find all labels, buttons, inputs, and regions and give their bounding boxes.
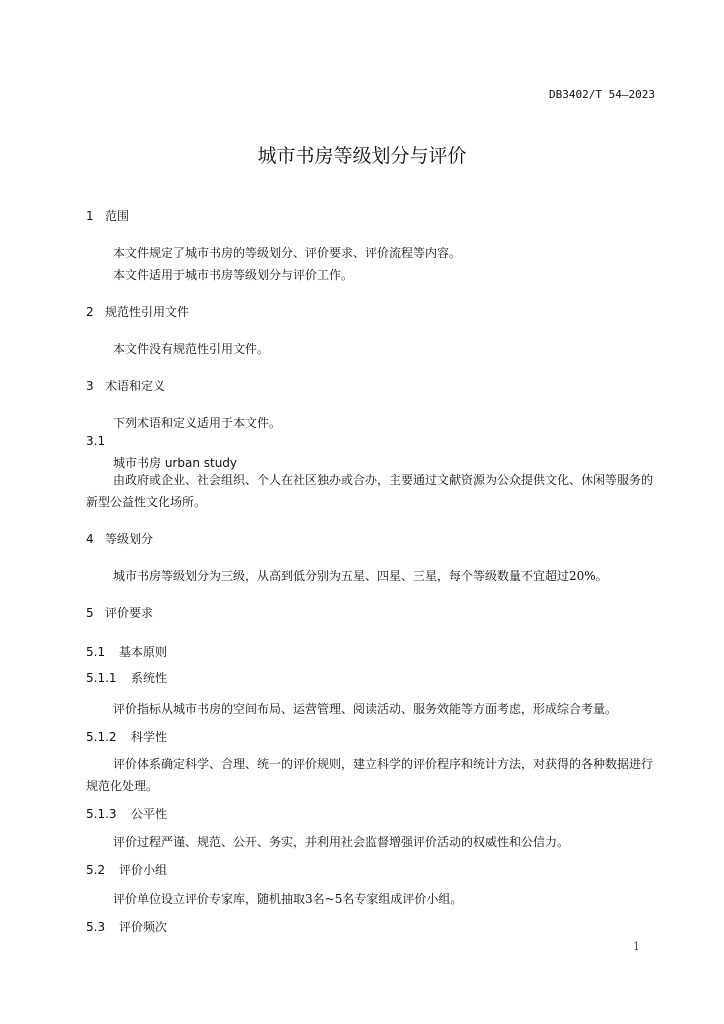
section-title: 系统性 [131, 671, 168, 685]
page-number: 1 [633, 940, 640, 953]
section-title: 评价小组 [119, 863, 168, 877]
section-1-heading [86, 207, 129, 224]
section-number: 1 [86, 209, 94, 223]
section-title: 等级划分 [105, 532, 154, 546]
subsection-5-1-heading [86, 643, 167, 660]
paragraph: 下列术语和定义适用于本文件。 [113, 416, 282, 430]
term-definition: 由政府或企业、社会组织、个人在社区独办或合办，主要通过文献资源为公众提供文化、休闲等服务的新型公益性文化场所。 [86, 473, 654, 509]
section-number: 5.1.2 [86, 730, 117, 744]
paragraph: 本文件没有规范性引用文件。 [113, 342, 270, 356]
paragraph: 本文件规定了城市书房的等级划分、评价要求、评价流程等内容。 [113, 246, 462, 260]
term-entry: 城市书房 urban study [113, 456, 238, 470]
section-number: 3 [86, 379, 94, 393]
section-title: 基本原则 [119, 645, 168, 659]
section-number: 4 [86, 532, 94, 546]
section-title: 术语和定义 [105, 379, 166, 393]
subsection-5-1-2-heading [86, 728, 167, 745]
section-title: 评价频次 [119, 920, 168, 934]
standard-number: DB3402/T 54—2023 [549, 88, 655, 101]
paragraph: 评价过程严谨、规范、公开、务实，并利用社会监督增强评价活动的权威性和公信力。 [113, 835, 570, 849]
document-title: 城市书房等级划分与评价 [257, 145, 467, 167]
section-number: 5 [86, 606, 94, 620]
subsection-5-3-heading [86, 918, 167, 935]
section-number: 5.1.3 [86, 807, 117, 821]
section-number: 2 [86, 305, 94, 319]
subsection-5-2-heading [86, 861, 167, 878]
section-number: 5.1.1 [86, 671, 117, 685]
section-3-heading [86, 377, 165, 394]
section-number: 5.3 [86, 920, 106, 934]
term-number: 3.1 [86, 434, 106, 448]
section-title: 规范性引用文件 [105, 305, 190, 319]
section-number: 5.1 [86, 645, 106, 659]
paragraph: 评价单位设立评价专家库，随机抽取3名~5名专家组成评价小组。 [113, 892, 463, 906]
paragraph: 评价体系确定科学、合理、统一的评价规则，建立科学的评价程序和统计方法，对获得的各种数据进行规范化处理。 [86, 757, 654, 793]
section-title: 范围 [105, 209, 130, 223]
paragraph: 评价指标从城市书房的空间布局、运营管理、阅读活动、服务效能等方面考虑，形成综合考量。 [113, 702, 618, 716]
section-title: 科学性 [131, 730, 168, 744]
paragraph: 城市书房等级划分为三级，从高到低分别为五星、四星、三星，每个等级数量不宜超过20%。 [113, 569, 608, 583]
section-number: 5.2 [86, 863, 106, 877]
subsection-5-1-1-heading [86, 669, 167, 686]
subsection-5-1-3-heading [86, 805, 167, 822]
section-4-heading [86, 530, 153, 547]
paragraph: 本文件适用于城市书房等级划分与评价工作。 [113, 268, 354, 282]
section-title: 公平性 [131, 807, 168, 821]
section-title: 评价要求 [105, 606, 154, 620]
section-2-heading [86, 303, 189, 320]
section-5-heading [86, 604, 153, 621]
